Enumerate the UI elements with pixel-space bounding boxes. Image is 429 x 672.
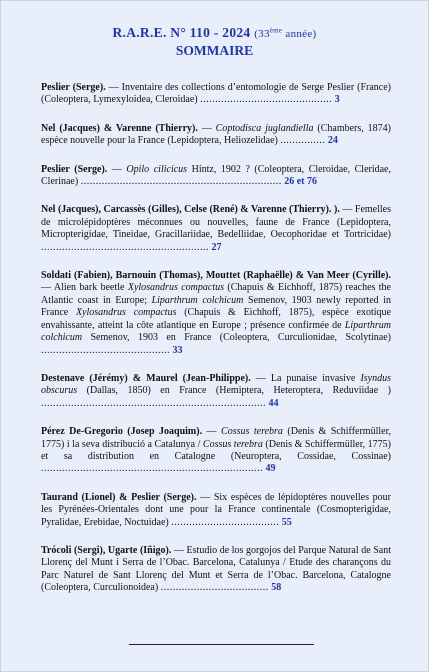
entry-italic-taxon: Coptodisca juglandiella xyxy=(215,122,314,134)
entry-authors: Pérez De-Gregorio (Josep Joaquim). xyxy=(41,426,203,438)
journal-title xyxy=(1,25,428,41)
year-word: année xyxy=(285,28,313,40)
entry-text: — Estudio de los gorgojos del Parque Natural de Sant Llorenç del Munt i Serra de l’Obac. Barcelona, Catalunya / Etude des charançons du Parc Naturel de Sant Llorenç del Munt et Serra de l’Obac. Barcelona, Catalogne (Coleoptera, Curculionoidea) xyxy=(41,544,392,594)
entry-italic-taxon: Liparthrum colchicum xyxy=(41,319,391,344)
entry-text: Semenov, 1903 newly reported in France xyxy=(41,294,392,319)
sommaire-heading: SOMMAIRE xyxy=(175,43,254,58)
entry-italic-taxon: Cossus terebra xyxy=(202,438,263,450)
entry-text: (Denis & Schiffermüller, 1775) i la seva distribució a Catalunya / xyxy=(41,426,392,450)
journal-issue: R.A.R.E. N° 110 - 2024 xyxy=(112,25,251,40)
entry-text: Hintz, 1902 ? (Coleoptera, Cleroidae, Cleridae, Clerinae) xyxy=(41,163,391,188)
entry-page-number: 26 et 76 xyxy=(281,176,317,188)
entry-text: (Chapuis & Eichhoff, 1875) reaches the Atlantic coast in Europe; xyxy=(41,282,391,306)
entry-leader-dots: ............................................ xyxy=(200,94,333,106)
toc-entry xyxy=(41,373,391,410)
entry-text: — xyxy=(107,163,127,175)
entry-leader-dots: ........................................................ xyxy=(41,241,209,253)
toc-entry xyxy=(41,123,391,148)
entry-text: (Chambers, 1874) espèce nouvelle pour la France (Lepidoptera, Heliozelidae) xyxy=(41,122,392,147)
toc-entry xyxy=(41,82,391,107)
entry-page-number: 55 xyxy=(279,516,292,528)
entry-leader-dots: ........................................................................... xyxy=(41,397,266,409)
entry-authors: Peslier (Serge). xyxy=(41,163,108,175)
entry-leader-dots: ................................................................... xyxy=(80,176,282,188)
toc-entry xyxy=(41,426,391,476)
table-of-contents xyxy=(41,82,391,611)
header xyxy=(1,1,428,59)
entry-page-number: 3 xyxy=(332,94,340,106)
footer-divider xyxy=(129,644,314,645)
toc-entry xyxy=(41,492,391,529)
entry-page-number: 33 xyxy=(170,344,183,356)
entry-text: — Alien bark beetle xyxy=(41,282,128,294)
entry-text: Semenov, 1903 en France (Coleoptera, Curculionidae, Scolytinae) xyxy=(82,332,391,344)
entry-authors: Peslier (Serge). xyxy=(41,82,106,93)
entry-italic-taxon: Xylosandrus compactus xyxy=(127,282,224,294)
entry-authors: Taurand (Lionel) & Peslier (Serge). xyxy=(41,491,197,503)
entry-italic-taxon: Liparthrum colchicum xyxy=(151,294,244,306)
entry-italic-taxon: Xylosandrus compactus xyxy=(75,307,177,319)
entry-leader-dots: .................................... xyxy=(171,516,280,528)
entry-leader-dots: ............... xyxy=(280,135,326,147)
entry-text: (Denis & Schiffermüller, 1775) et sa distribution en Catalogne (Neuroptera, Cossidae, Cossinae) xyxy=(41,438,391,462)
toc-entry xyxy=(41,164,391,189)
entry-leader-dots: ........................................... xyxy=(41,344,170,356)
entry-leader-dots: .................................... xyxy=(160,582,269,594)
entry-italic-taxon: Opilo cilicicus xyxy=(126,163,188,175)
entry-text: — xyxy=(197,122,216,134)
entry-authors: Nel (Jacques), Carcassès (Gilles), Celse (René) & Varenne (Thierry). ). xyxy=(41,204,340,216)
entry-page-number: 49 xyxy=(263,463,276,475)
entry-italic-taxon: Cossus terebra xyxy=(221,426,283,438)
entry-text: (Dallas, 1850) en France (Hemiptera, Heteroptera, Reduviidae ) xyxy=(77,385,391,397)
journal-year-note: (33ème année) xyxy=(254,26,317,40)
entry-authors: Soldati (Fabien), Barnouin (Thomas), Mouttet (Raphaëlle) & Van Meer (Cyrille). xyxy=(41,270,391,282)
entry-page-number: 58 xyxy=(268,582,282,594)
entry-leader-dots: .......................................................................... xyxy=(41,463,263,475)
entry-page-number: 44 xyxy=(266,397,279,409)
entry-text: (Chapuis & Eichhoff, 1875), espèce exotique envahissante, atteint la côte atlantique en Europe ; présence confirmée de xyxy=(41,307,391,331)
entry-italic-taxon: Isyndus obscurus xyxy=(41,372,391,397)
entry-text: — La punaise invasive xyxy=(250,372,361,384)
year-num: 33 xyxy=(258,28,270,40)
entry-authors: Destenave (Jérémy) & Maurel (Jean-Philippe). xyxy=(41,372,251,384)
entry-authors: Trócoli (Sergi), Ugarte (Iñigo). xyxy=(41,544,172,556)
toc-entry xyxy=(41,270,391,357)
entry-text: — xyxy=(202,426,222,438)
entry-text: — Inventaire des collections d’entomologie de Serge Peslier (France) (Coleoptera, Lymexyloidea, Cleroidae) xyxy=(41,82,391,106)
entry-authors: Nel (Jacques) & Varenne (Thierry). xyxy=(41,122,198,134)
entry-page-number: 24 xyxy=(325,135,338,147)
toc-entry xyxy=(41,545,391,595)
entry-text: — Femelles de microlépidoptères méconnues ou nouvelles, faune de France (Lepidoptera, Micropterigidae, Tineidae, Gracillariidae, Bedelliidae, Oecophoridae et Tortricidae) xyxy=(41,204,391,241)
entry-page-number: 27 xyxy=(209,241,222,253)
year-sup: ème xyxy=(269,26,283,35)
toc-entry xyxy=(41,204,391,254)
entry-text: — Six espèces de lépidoptères nouvelles pour les Pyrénées-Orientales dont une pour la France continentale (Cosmopterigidae, Pyralidae, Erebidae, Noctuidae) xyxy=(41,491,392,528)
